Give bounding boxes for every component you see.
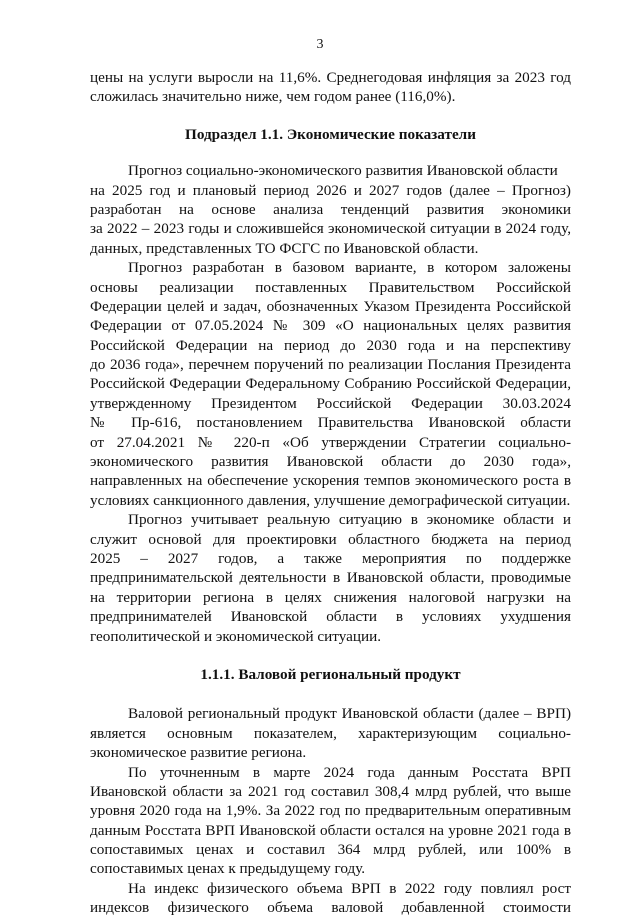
text-line: экономическое развитие региона. — [90, 744, 307, 762]
text-line: служит основой для проектировки областного бюджета на период — [90, 530, 571, 548]
text-line: Валовой региональный продукт Ивановской области (далее – ВРП) — [128, 705, 571, 723]
text-line: сопоставимых ценах к предыдущему году. — [90, 860, 366, 878]
intro-paragraph — [90, 68, 571, 107]
paragraph — [90, 510, 571, 646]
paragraph — [90, 763, 571, 879]
text-line: на 2025 год и плановый период 2026 и 2027 годов (далее – Прогноз) — [90, 181, 571, 199]
text-line: данным Росстата ВРП Ивановской области остался на уровне 2021 года в — [90, 821, 571, 839]
text-line: уровня 2020 года на 1,9%. За 2022 год по предварительным оперативным — [90, 802, 571, 820]
text-line: до 2036 года», перечнем поручений по реализации Послания Президента — [90, 356, 571, 374]
text-line: направленных на обеспечение ускорения темпов экономического роста в — [90, 472, 571, 490]
text-line: цены на услуги выросли на 11,6%. Среднегодовая инфляция за 2023 год — [90, 69, 571, 86]
text-line: сопоставимых ценах и составил 364 млрд рублей, или 100% в — [90, 841, 571, 859]
text-line: сложилась значительно ниже, чем годом ранее (116,0%). — [90, 88, 456, 106]
text-line: основы реализации поставленных Правительством Российской — [90, 278, 571, 296]
text-line: утвержденному Президентом Российской Федерации 30.03.2024 — [90, 394, 571, 412]
paragraph — [90, 258, 571, 510]
text-line: условиях санкционного давления, улучшение демографической ситуации. — [90, 491, 571, 509]
text-line: предпринимателей Ивановской области в условиях ухудшения — [90, 608, 571, 626]
text-line: на территории региона в целях снижения налоговой нагрузки на — [90, 588, 571, 606]
text-line: Федерации от 07.05.2024 № 309 «О национальных целях развития — [90, 317, 571, 335]
text-line: данных, представленных ТО ФСГС по Ивановской области. — [90, 239, 479, 257]
paragraph — [90, 704, 571, 762]
text-line: Федерации целей и задач, обозначенных Указом Президента Российской — [90, 297, 571, 315]
text-line: Российской Федерации на период до 2030 года и на перспективу — [90, 336, 571, 354]
subsection-heading: 1.1.1. Валовой региональный продукт — [200, 665, 461, 683]
text-line: Российской Федерации Федеральному Собранию Российской Федерации, — [90, 375, 571, 393]
text-line: является основным показателем, характеризующим социально- — [90, 724, 571, 742]
text-line: разработан на основе анализа тенденций развития экономики — [90, 200, 571, 218]
section-heading: Подраздел 1.1. Экономические показатели — [185, 125, 476, 143]
document-body — [90, 68, 571, 918]
text-line: № Пр-616, постановлением Правительства Ивановской области — [90, 414, 571, 432]
text-line: геополитической и экономической ситуации. — [90, 627, 382, 645]
paragraph — [90, 161, 571, 258]
text-line: предпринимательской деятельности в Ивановской области, проводимые — [90, 569, 571, 587]
text-line: На индекс физического объема ВРП в 2022 году повлиял рост — [128, 879, 571, 897]
text-line: экономического развития Ивановской области до 2030 года», — [90, 453, 571, 471]
paragraph — [90, 879, 571, 918]
text-line: Прогноз разработан в базовом варианте, в котором заложены — [128, 259, 571, 277]
text-line: индексов физического объема валовой добавленной стоимости — [90, 899, 571, 917]
text-line: Прогноз социально-экономического развития Ивановской области — [128, 162, 558, 180]
text-line: за 2022 – 2023 годы и сложившейся экономической ситуации в 2024 году, — [90, 220, 571, 238]
text-line: Ивановской области за 2021 год составил 308,4 млрд рублей, что выше — [90, 782, 571, 800]
text-line: Прогноз учитывает реальную ситуацию в экономике области и — [128, 511, 571, 529]
text-line: 2025 – 2027 годов, а также мероприятия по поддержке — [90, 549, 571, 567]
text-line: от 27.04.2021 № 220-п «Об утверждении Стратегии социально- — [90, 433, 571, 451]
text-line: По уточненным в марте 2024 года данным Росстата ВРП — [128, 763, 571, 781]
page-number: 3 — [316, 37, 324, 52]
